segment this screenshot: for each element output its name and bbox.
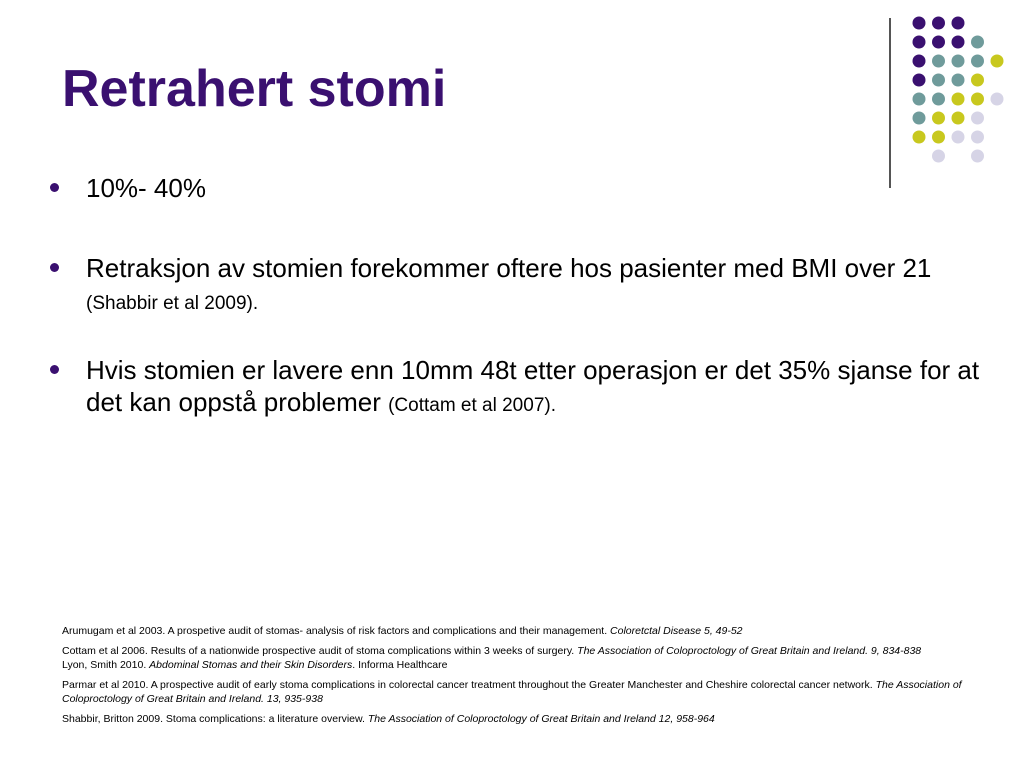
bullet-dot-icon (50, 183, 59, 192)
bullet-text: Hvis stomien er lavere enn 10mm 48t etter operasjon er det 35% sjanse for at det kan oppstå problemer (86, 355, 980, 417)
reference-tail: . Informa Healthcare (352, 659, 448, 671)
reference-journal: Coloretctal Disease 5, 49-52 (610, 625, 743, 637)
bullet-item (48, 252, 986, 320)
decorative-dot (932, 17, 945, 30)
bullet-dot-icon (50, 365, 59, 374)
decorative-dot (971, 36, 984, 49)
reference-item (62, 658, 962, 672)
reference-item (62, 624, 962, 638)
bullet-citation: (Shabbir et al 2009). (86, 293, 259, 314)
reference-text: Lyon, Smith 2010. (62, 659, 150, 671)
decorative-divider-line (889, 18, 891, 188)
decorative-dot (952, 36, 965, 49)
decorative-dot (932, 150, 945, 163)
bullet-item (48, 354, 986, 422)
bullet-text: 10%- 40% (86, 173, 206, 203)
decorative-dot (952, 112, 965, 125)
reference-journal: The Association of Coloproctology of Great Britain and Ireland. 13, 935-938 (62, 679, 962, 705)
decorative-dot (971, 74, 984, 87)
bullet-item (48, 172, 206, 204)
decorative-dot (913, 131, 926, 144)
reference-item (62, 712, 962, 726)
reference-text: Arumugam et al 2003. A prospetive audit of stomas- analysis of risk factors and complications and their management. (62, 625, 611, 637)
decorative-dot (932, 93, 945, 106)
reference-text: Parmar et al 2010. A prospective audit of early stoma complications in colorectal cancer treatment throughout the Greater Manchester and Cheshire colorectal cancer network. (62, 679, 876, 691)
decorative-dot (913, 93, 926, 106)
decorative-dot (971, 93, 984, 106)
dot-grid-graphic (0, 0, 1024, 200)
reference-journal: The Association of Coloproctology of Great Britain and Ireland 12, 958-964 (367, 713, 715, 725)
reference-list (62, 624, 962, 732)
reference-journal: The Association of Coloproctology of Great Britain and Ireland. 9, 834-838 (577, 645, 922, 657)
decorative-dot-grid (0, 0, 1024, 200)
decorative-dot (913, 55, 926, 68)
reference-journal: Abdominal Stomas and their Skin Disorders (149, 659, 353, 671)
decorative-dot (913, 36, 926, 49)
decorative-dot (971, 150, 984, 163)
decorative-dot (932, 55, 945, 68)
decorative-dot (952, 17, 965, 30)
reference-text: Shabbir, Britton 2009. Stoma complications: a literature overview. (62, 713, 368, 725)
decorative-dot (952, 74, 965, 87)
decorative-dot (932, 36, 945, 49)
decorative-dot (971, 112, 984, 125)
decorative-dot (952, 55, 965, 68)
bullet-dot-icon (50, 263, 59, 272)
decorative-dot (991, 93, 1004, 106)
decorative-dot (971, 131, 984, 144)
decorative-dot (932, 131, 945, 144)
reference-text: Cottam et al 2006. Results of a nationwide prospective audit of stoma complications within 3 weeks of surgery. (62, 645, 578, 657)
decorative-dot (952, 131, 965, 144)
decorative-dot (932, 74, 945, 87)
slide-title: Retrahert stomi (62, 60, 447, 118)
decorative-dot (971, 55, 984, 68)
decorative-dot (952, 93, 965, 106)
decorative-dot (913, 74, 926, 87)
bullet-text: Retraksjon av stomien forekommer oftere hos pasienter med BMI over 21 (86, 253, 932, 283)
decorative-dot (913, 17, 926, 30)
decorative-dot (991, 55, 1004, 68)
reference-item (62, 644, 962, 658)
reference-item (62, 678, 962, 706)
bullet-citation: (Cottam et al 2007). (388, 395, 556, 416)
decorative-dot (913, 112, 926, 125)
decorative-dot (932, 112, 945, 125)
